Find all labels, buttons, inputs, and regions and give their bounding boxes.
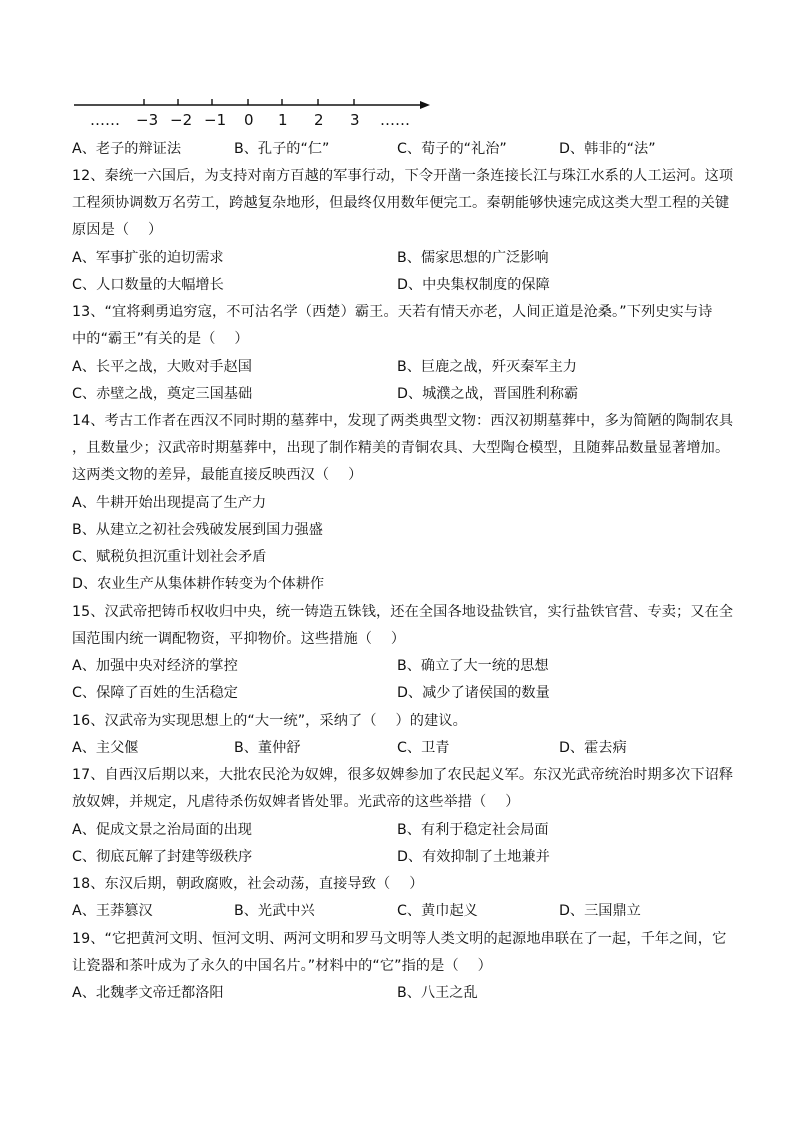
q18-stem-line: 18、东汉后期，朝政腐败，社会动荡，直接导致（ ） xyxy=(72,876,424,892)
q13-stem-line: 13、“宜将剩勇追穷寇，不可沽名学（西楚）霸王。天若有情天亦老，人间正道是沧桑。”下列史实与诗 xyxy=(72,304,713,320)
q18-option-a: A、王莽篡汉 xyxy=(72,903,153,919)
q18-option-c: C、黄巾起义 xyxy=(397,903,478,919)
tick-label: −3 xyxy=(136,111,159,129)
q13-stem-line: 中的“霸王”有关的是（ ） xyxy=(72,331,249,347)
number-line-figure xyxy=(72,93,432,133)
q18-option-d: D、三国鼎立 xyxy=(559,903,641,919)
q17-option-c: C、彻底瓦解了封建等级秩序 xyxy=(72,849,253,865)
q12-option-c: C、人口数量的大幅增长 xyxy=(72,277,224,293)
q17-stem-line: 17、自西汉后期以来，大批农民沦为奴婢，很多奴婢参加了农民起义军。东汉光武帝统治时期多次下诏释 xyxy=(72,767,734,783)
q15-stem-line: 国范围内统一调配物资，平抑物价。这些措施（ ） xyxy=(72,631,406,647)
q14-stem-line: 这两类文物的差异，最能直接反映西汉（ ） xyxy=(72,467,363,483)
q17-option-a: A、促成文景之治局面的出现 xyxy=(72,822,252,838)
tick-label: 0 xyxy=(244,111,254,129)
q17-option-d: D、有效抑制了土地兼并 xyxy=(397,849,550,865)
number-line-svg xyxy=(72,93,432,133)
q13-option-b: B、巨鹿之战，歼灭秦军主力 xyxy=(397,359,577,375)
q15-option-a: A、加强中央对经济的掌控 xyxy=(72,658,238,674)
q11-option-a: A、老子的辩证法 xyxy=(72,141,182,157)
tick-label: −1 xyxy=(204,111,227,129)
q15-stem-line: 15、汉武帝把铸币权收归中央，统一铸造五铢钱，还在全国各地设盐铁官，实行盐铁官营、专卖；又在全 xyxy=(72,604,734,620)
q18-option-b: B、光武中兴 xyxy=(234,903,315,919)
tick-label: 2 xyxy=(314,111,324,129)
tick-label: −2 xyxy=(170,111,193,129)
q15-option-d: D、减少了诸侯国的数量 xyxy=(397,685,550,701)
q11-option-c: C、荀子的“礼治” xyxy=(397,141,507,157)
q16-option-c: C、卫青 xyxy=(397,740,450,756)
q17-stem-line: 放奴婢，并规定，凡虐待杀伤奴婢者皆处罪。光武帝的这些举措（ ） xyxy=(72,794,520,810)
q14-option-d: D、农业生产从集体耕作转变为个体耕作 xyxy=(72,576,325,592)
tick-label: …… xyxy=(380,111,410,129)
q17-option-b: B、有利于稳定社会局面 xyxy=(397,822,549,838)
q14-stem-line: 14、考古工作者在西汉不同时期的墓葬中，发现了两类典型文物：西汉初期墓葬中，多为简陋的陶制农具 xyxy=(72,413,734,429)
q16-option-d: D、霍去病 xyxy=(559,740,627,756)
q14-stem-line: ，且数量少；汉武帝时期墓葬中，出现了制作精美的青铜农具、大型陶仓模型，且随葬品数量显著增加。 xyxy=(72,440,730,456)
q12-option-a: A、军事扩张的迫切需求 xyxy=(72,250,224,266)
q19-option-a: A、北魏孝文帝迁都洛阳 xyxy=(72,985,224,1001)
tick-label: 3 xyxy=(350,111,360,129)
q16-stem-line: 16、汉武帝为实现思想上的“大一统”，采纳了（ ）的建议。 xyxy=(72,713,467,729)
q14-option-b: B、从建立之初社会残破发展到国力强盛 xyxy=(72,522,323,538)
q15-option-c: C、保障了百姓的生活稳定 xyxy=(72,685,238,701)
q19-stem-line: 让瓷器和茶叶成为了永久的中国名片。”材料中的“它”指的是（ ） xyxy=(72,958,492,974)
q13-option-c: C、赤壁之战，奠定三国基础 xyxy=(72,386,253,402)
q12-stem-line: 原因是（ ） xyxy=(72,222,163,238)
q16-option-a: A、主父偃 xyxy=(72,740,139,756)
q14-option-a: A、牛耕开始出现提高了生产力 xyxy=(72,495,267,511)
q12-stem-line: 12、秦统一六国后，为支持对南方百越的军事行动，下令开凿一条连接长江与珠江水系的人工运河。这项 xyxy=(72,168,734,184)
q14-option-c: C、赋税负担沉重计划社会矛盾 xyxy=(72,549,267,565)
q12-option-d: D、中央集权制度的保障 xyxy=(397,277,550,293)
tick-label: …… xyxy=(90,111,120,129)
q19-option-b: B、八王之乱 xyxy=(397,985,478,1001)
q13-option-a: A、长平之战，大败对手赵国 xyxy=(72,359,252,375)
number-line-arrow-icon xyxy=(420,101,430,109)
q15-option-b: B、确立了大一统的思想 xyxy=(397,658,549,674)
q16-option-b: B、董仲舒 xyxy=(234,740,301,756)
tick-label: 1 xyxy=(278,111,288,129)
q11-option-b: B、孔子的“仁” xyxy=(234,141,330,157)
q13-option-d: D、城濮之战，晋国胜利称霸 xyxy=(397,386,579,402)
q19-stem-line: 19、“它把黄河文明、恒河文明、两河文明和罗马文明等人类文明的起源地串联在了一起，千年之间，它 xyxy=(72,931,727,947)
q11-option-d: D、韩非的“法” xyxy=(559,141,656,157)
q12-stem-line: 工程须协调数万名劳工，跨越复杂地形，但最终仅用数年便完工。秦朝能够快速完成这类大型工程的关键 xyxy=(72,195,730,211)
q12-option-b: B、儒家思想的广泛影响 xyxy=(397,250,549,266)
